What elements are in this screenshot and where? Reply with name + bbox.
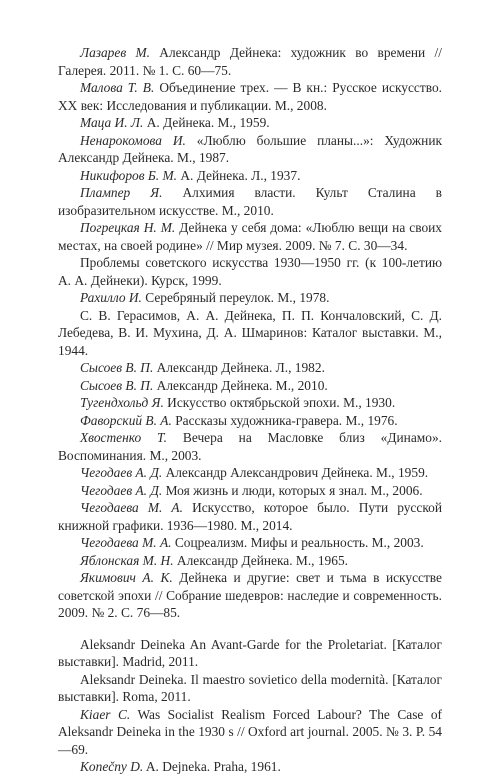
bibliography-entry: [58, 569, 442, 622]
entry-author: Плампер Я.: [80, 185, 163, 200]
bibliography-entry: [58, 307, 442, 360]
entry-author: Чегодаев А. Д.: [80, 465, 163, 480]
entry-text: «Люблю большие планы...»: Художник Александр Дейнека. М., 1987.: [58, 132, 442, 165]
bibliography-entry: [58, 758, 442, 776]
bibliography-entry: [58, 219, 442, 254]
entry-author: Сысоев В. П.: [80, 360, 154, 375]
foreign-bibliography: [58, 636, 442, 776]
entry-text: Дейнека у себя дома: «Люблю вещи на своих местах, на своей родине» // Мир музея. 2009. № 7. С. 30—34.: [58, 220, 442, 253]
bibliography-entry: [58, 482, 442, 500]
entry-text: Was Socialist Realism Forced Labour? The Case of Aleksandr Deineka in the 1930 s // Oxford art journal. 2005. № 3. P. 54—69.: [58, 706, 442, 757]
entry-text: Александр Дейнека: художник во времени // Галерея. 2011. № 1. С. 60—75.: [58, 45, 442, 78]
section-spacer: [58, 622, 442, 636]
entry-author: Малова Т. В.: [80, 80, 155, 95]
entry-text: Соцреализм. Мифы и реальность. М., 2003.: [171, 535, 424, 550]
entry-text: Моя жизнь и люди, которых я знал. М., 2006.: [162, 482, 423, 498]
entry-text: Александр Дейнека. М., 2010.: [153, 377, 328, 393]
bibliography-list: [58, 44, 442, 776]
bibliography-entry: [58, 79, 442, 114]
bibliography-entry: [58, 184, 442, 219]
entry-author: Kiaer C.: [80, 706, 131, 722]
entry-text: Проблемы советского искусства 1930—1950 гг. (к 100-летию А. А. Дейнеки). Курск, 1999.: [58, 255, 442, 288]
entry-text: Искусство октябрьской эпохи. М., 1930.: [163, 395, 396, 410]
bibliography-entry: [58, 552, 442, 570]
bibliography-entry: [58, 359, 442, 377]
bibliography-entry: [58, 289, 442, 307]
entry-text: Александр Дейнека. М., 1965.: [173, 552, 348, 568]
entry-author: Чегодаев А. Д.: [80, 482, 163, 498]
bibliography-entry: [58, 377, 442, 395]
entry-text: Александр Александрович Дейнека. М., 1959.: [162, 465, 429, 480]
bibliography-entry: [58, 636, 442, 671]
russian-bibliography: [58, 44, 442, 622]
entry-text: Александр Дейнека. Л., 1982.: [153, 360, 325, 375]
entry-text: A. Dejneka. Praha, 1961.: [143, 759, 281, 774]
entry-author: Фаворский В. А.: [80, 412, 172, 428]
entry-author: Konečny D.: [80, 759, 144, 774]
entry-text: А. Дейнека. Л., 1937.: [177, 167, 301, 183]
entry-text: Алхимия власти. Культ Сталина в изобразительном искусстве. М., 2010.: [58, 185, 442, 218]
entry-author: Никифоров Б. М.: [80, 167, 177, 183]
bibliography-entry: [58, 534, 442, 552]
entry-author: Маца И. Л.: [80, 115, 144, 130]
bibliography-entry: [58, 671, 442, 706]
entry-author: Якимович А. К.: [80, 570, 173, 585]
entry-text: Дейнека и другие: свет и тьма в искусстве советской эпохи // Собрание шедевров: наследие и современность. 2009. № 2. С. 76—85.: [58, 570, 442, 620]
entry-author: Яблонская М. Н.: [80, 552, 174, 568]
bibliography-entry: [58, 412, 442, 430]
entry-text: Объединение трех. — В кн.: Русское искусство. XX век: Исследования и публикации. М., 2008.: [58, 80, 442, 113]
entry-text: Искусство, которое было. Пути русской книжной графики. 1936—1980. М., 2014.: [58, 500, 443, 533]
bibliography-entry: [58, 394, 442, 412]
entry-author: Чегодаева М. А.: [80, 500, 183, 515]
bibliography-entry: [58, 499, 442, 534]
bibliography-entry: [58, 254, 442, 289]
entry-author: Хвостенко Т.: [80, 430, 168, 445]
bibliography-entry: [58, 132, 442, 167]
entry-text: Вечера на Масловке близ «Динамо». Воспоминания. М., 2003.: [58, 430, 442, 463]
entry-text: Серебряный переулок. М., 1978.: [141, 290, 330, 305]
entry-text: Рассказы художника-гравера. М., 1976.: [171, 412, 398, 428]
entry-author: Рахилло И.: [80, 290, 142, 305]
bibliography-entry: [58, 167, 442, 185]
entry-author: Погрецкая Н. М.: [80, 220, 176, 235]
entry-author: Тугендхольд Я.: [80, 395, 164, 410]
bibliography-entry: [58, 44, 442, 79]
entry-text: С. В. Герасимов, А. А. Дейнека, П. П. Кончаловский, С. Д. Лебедева, В. И. Мухина, Д. А. Шмаринов: Каталог выставки. М., 1944.: [58, 307, 442, 358]
entry-author: Ненарокомова И.: [80, 132, 186, 148]
entry-text: А. Дейнека. М., 1959.: [143, 115, 270, 130]
entry-text: Aleksandr Deineka. Il maestro sovietico della modernità. [Каталог выставки]. Roma, 2011.: [58, 671, 442, 704]
bibliography-entry: [58, 706, 442, 759]
entry-author: Сысоев В. П.: [80, 377, 154, 393]
entry-author: Лазарев М.: [80, 45, 150, 60]
bibliography-entry: [58, 114, 442, 132]
entry-author: Чегодаева М. А.: [80, 535, 172, 550]
bibliography-entry: [58, 429, 442, 464]
entry-text: Aleksandr Deineka An Avant-Garde for the Proletariat. [Каталог выставки]. Madrid, 2011.: [58, 636, 442, 669]
bibliography-entry: [58, 464, 442, 482]
